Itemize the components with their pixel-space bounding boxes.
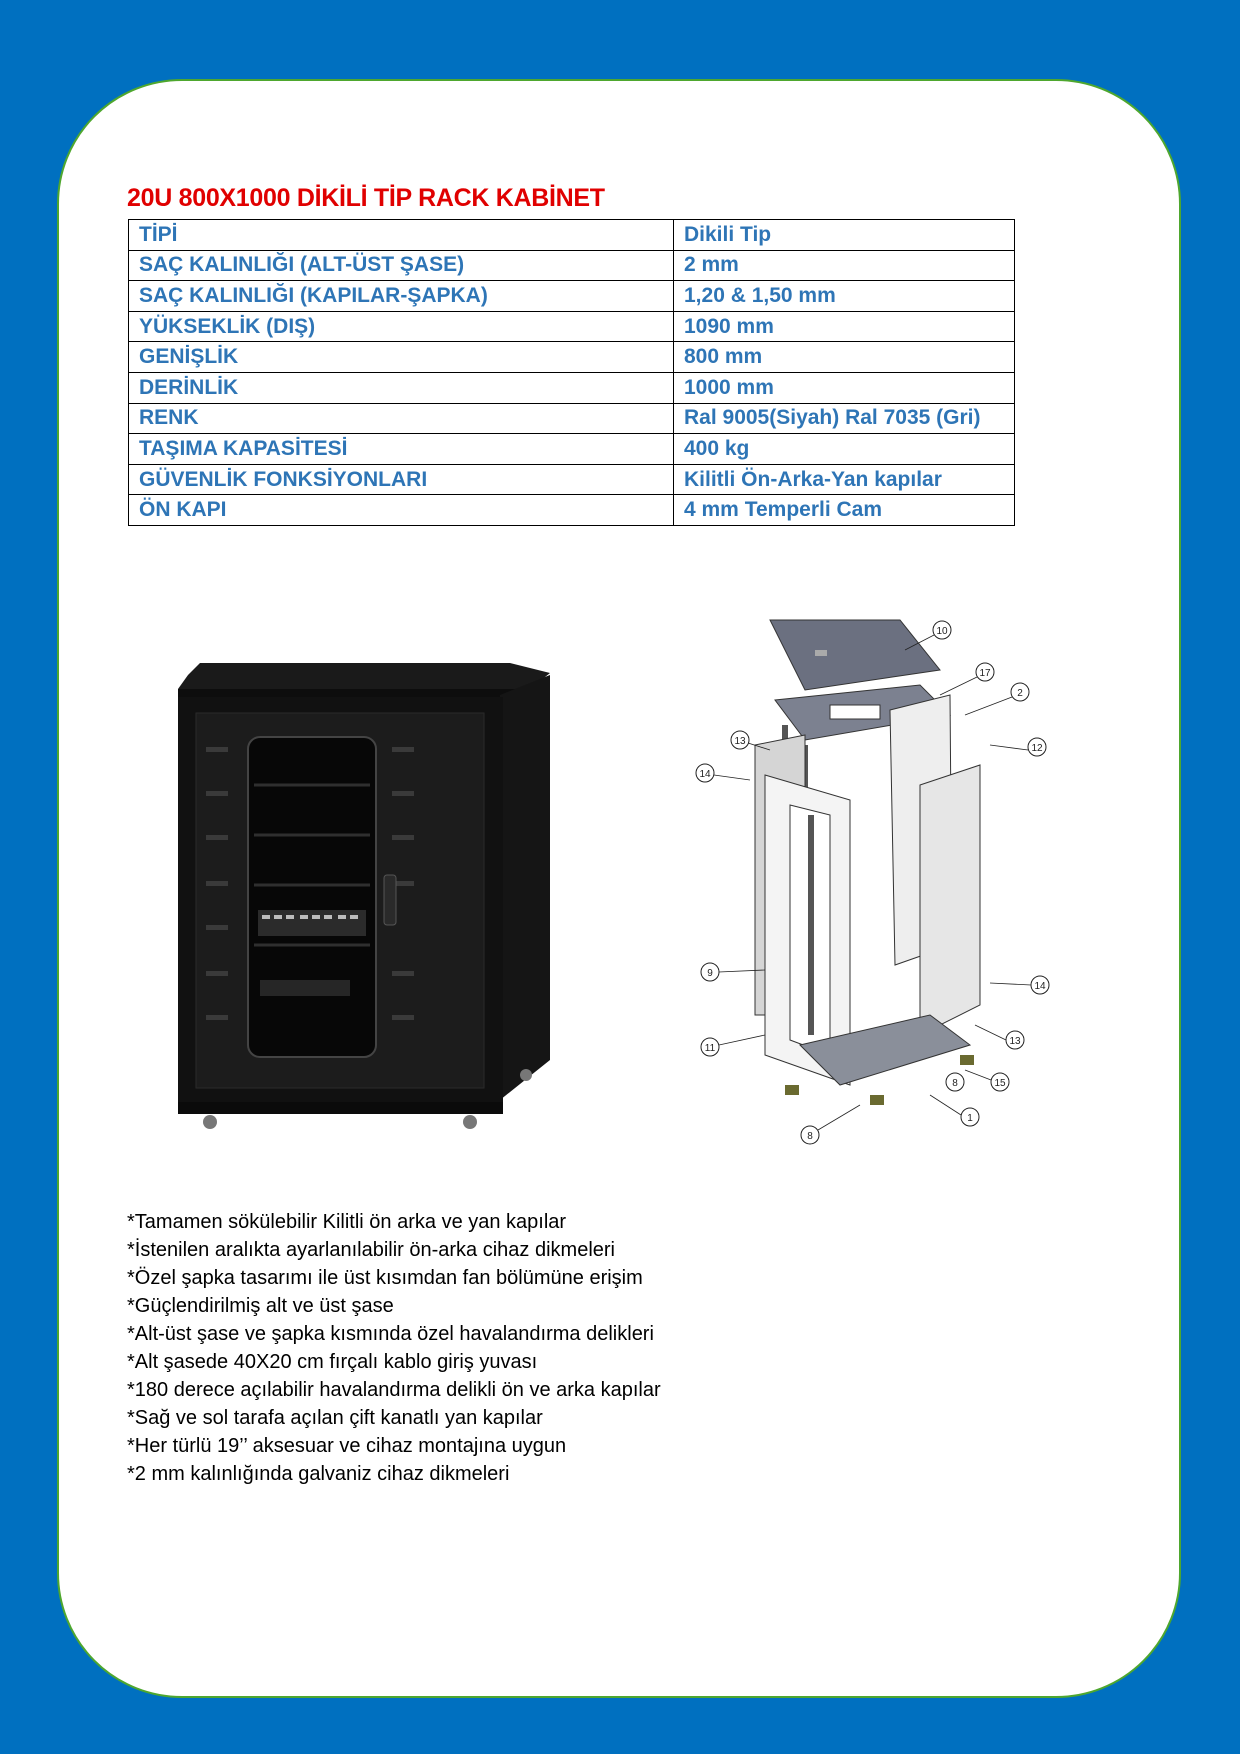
feature-list (127, 1208, 661, 1488)
spec-value: 1000 mm (674, 372, 1015, 403)
callout-label: 8 (807, 1131, 813, 1142)
table-row (129, 311, 1015, 342)
spec-value: 4 mm Temperli Cam (674, 495, 1015, 526)
list-item: *Sağ ve sol tarafa açılan çift kanatlı yan kapılar (127, 1407, 543, 1429)
list-item: *Özel şapka tasarımı ile üst kısımdan fan bölümüne erişim (127, 1267, 643, 1289)
spec-value: Kilitli Ön-Arka-Yan kapılar (674, 464, 1015, 495)
spec-label: RENK (129, 403, 674, 434)
spec-value: 1090 mm (674, 311, 1015, 342)
list-item: *Her türlü 19’’ aksesuar ve cihaz montajına uygun (127, 1435, 567, 1457)
spec-label: SAÇ KALINLIĞI (KAPILAR-ŞAPKA) (129, 281, 674, 312)
spec-value: Dikili Tip (674, 220, 1015, 251)
spec-label: ÖN KAPI (129, 495, 674, 526)
cabinet-photo (170, 655, 560, 1130)
spec-label: YÜKSEKLİK (DIŞ) (129, 311, 674, 342)
callout-label: 2 (1017, 688, 1023, 699)
spec-value: 800 mm (674, 342, 1015, 373)
table-row (129, 434, 1015, 465)
callout-label: 11 (704, 1043, 716, 1054)
table-row (129, 403, 1015, 434)
table-row (129, 250, 1015, 281)
spec-value: Ral 9005(Siyah) Ral 7035 (Gri) (674, 403, 1015, 434)
spec-value: 400 kg (674, 434, 1015, 465)
callout-label: 9 (707, 968, 713, 979)
spec-value: 2 mm (674, 250, 1015, 281)
table-row (129, 372, 1015, 403)
spec-label: SAÇ KALINLIĞI (ALT-ÜST ŞASE) (129, 250, 674, 281)
callout-label: 10 (936, 626, 948, 637)
table-row (129, 281, 1015, 312)
callout-label: 1 (967, 1113, 973, 1124)
exploded-diagram (690, 615, 1060, 1145)
callout-label: 8 (952, 1078, 958, 1089)
spec-label: GENİŞLİK (129, 342, 674, 373)
callout-label: 13 (1009, 1036, 1021, 1047)
callout-label: 13 (734, 736, 746, 747)
table-row (129, 220, 1015, 251)
page-title: 20U 800X1000 DİKİLİ TİP RACK KABİNET (127, 184, 605, 212)
spec-table (128, 219, 1015, 526)
list-item: *180 derece açılabilir havalandırma delikli ön ve arka kapılar (127, 1379, 661, 1401)
spec-label: TAŞIMA KAPASİTESİ (129, 434, 674, 465)
list-item: *İstenilen aralıkta ayarlanılabilir ön-arka cihaz dikmeleri (127, 1239, 615, 1261)
table-row (129, 464, 1015, 495)
callout-label: 14 (699, 769, 711, 780)
callout-label: 12 (1031, 743, 1043, 754)
list-item: *Alt şasede 40X20 cm fırçalı kablo giriş yuvası (127, 1351, 538, 1373)
callout-label: 14 (1034, 981, 1046, 992)
table-row (129, 342, 1015, 373)
list-item: *Güçlendirilmiş alt ve üst şase (127, 1295, 394, 1317)
list-item: *Tamamen sökülebilir Kilitli ön arka ve yan kapılar (127, 1211, 567, 1233)
spec-label: TİPİ (129, 220, 674, 251)
spec-value: 1,20 & 1,50 mm (674, 281, 1015, 312)
spec-label: GÜVENLİK FONKSİYONLARI (129, 464, 674, 495)
list-item: *2 mm kalınlığında galvaniz cihaz dikmeleri (127, 1463, 510, 1485)
table-row (129, 495, 1015, 526)
spec-label: DERİNLİK (129, 372, 674, 403)
list-item: *Alt-üst şase ve şapka kısmında özel havalandırma delikleri (127, 1323, 654, 1345)
callout-label: 15 (994, 1078, 1006, 1089)
callout-label: 17 (979, 668, 991, 679)
